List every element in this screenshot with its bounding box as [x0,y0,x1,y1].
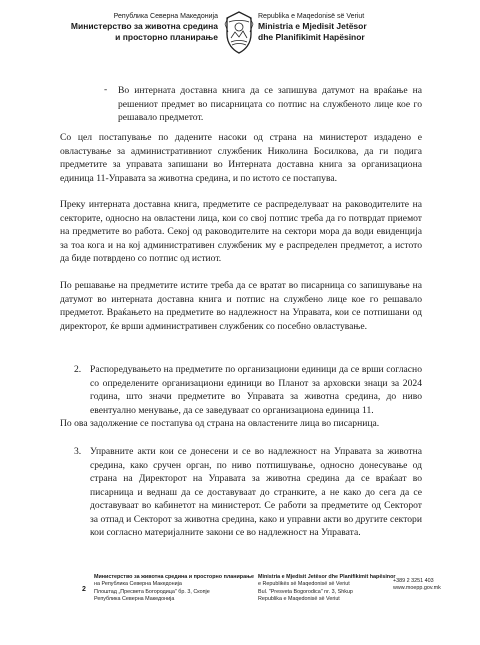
paragraph-1: Во интерната доставна книга да се запишува датумот на враќање на решениот предмет во писарницата со потпис на службеното лице кое го решавало предметот. [118,85,422,123]
footer-mk-line2: на Република Северна Македонија [94,581,182,588]
ministry-name-al-line2: dhe Planifikimit Hapësinor [258,31,365,42]
footer-website[interactable]: www.moepp.gov.mk [393,585,441,592]
page-footer [0,574,480,614]
paragraph-4: По решавање на предметите истите треба да се вратат во писарница со запишување на датумот во интерната доставна книга и потпис на службено лице кое го решавало предметот. Враќањето на предметите во надлежност на Управата, кои се потпишани од директорот, ќе врши административен службеник со посебно овластување. [60,280,422,332]
letterhead-albanian [258,12,367,42]
footer-al-line4: Republika e Maqedonisë së Veriut [258,596,340,603]
page-number: 2 [82,586,86,593]
ministry-name-mk-line2: и просторно планирање [115,31,218,42]
country-name-mk: Република Северна Македонија [113,13,218,20]
list-number-2: 2. [74,364,82,375]
paragraph-2: Со цел постапување по дадените насоки од страна на министерот издадено е овластување за административниот службеник Николина Босилкова, да ги подига предметите за управата запишани во Интерната доставна книга за организациона единица 11-Управата за животна средина, и по истото се постапува. [60,132,422,184]
country-name-al: Republika e Maqedonisë së Veriut [258,13,365,20]
ministry-name-mk-line1: Министерство за животна средина [70,21,218,31]
footer-mk-line3: Плоштад „Пресвета Богородица" бр. 3, Скопје [94,588,210,595]
footer-al-line2: e Republikës së Maqedonisë së Veriut [258,581,350,588]
footer-al-line1: Ministria e Mjedisit Jetësor dhe Planifikimit hapësinor [258,574,396,580]
ministry-name-al-line1: Ministria e Mjedisit Jetësor [258,21,367,31]
footer-al-line3: Bul. "Presveta Bogorodica" nr. 3, Shkup [258,588,353,595]
footer-mk-line4: Република Северна Македонија [94,596,175,603]
list-number-3: 3. [74,446,82,457]
footer-mk-line1: Министерство за животна средина и просторно планирање [94,574,254,580]
footer-address-mk [94,574,254,604]
list-item-2-text: Распоредувањето на предметите по организациони единици да се врши согласно со определените организациони единици во Планот за арховски знаци за 2024 година, што значи предметите во Управата за животна средина, до ниво евентуално менување, да се заведуваат со организациона единица 11. [90,364,422,416]
footer-address-al [258,574,396,604]
footer-contact [393,574,441,593]
footer-phone: +389 2 3251 403 [393,578,434,584]
list-item-3-text: Управните акти кои се донесени и се во надлежност на Управата за животна средина, како сручен орган, по ниво потпишување, односно донесување од страна на Директорот на Управата за животна средина да се враќаат во писарница и веднаш да се доставуваат до странките, а не како до сега да се доставуваат во кабинетот на министерот. Се работи за предметите од Секторот за отпад и Секторот за животна средина, како и управни акти во другите сектори кои согласно материјалните закони се во надлежност на Управата. [90,446,422,538]
paragraph-6: По ова задолжение се постапува од страна на овластените лица во писарница. [60,418,380,429]
paragraph-3: Преку интерната доставна книга, предметите се распределуваат на раководителите на секторите, односно на овластени лица, кои со свој потпис треба да го потврдат приемот на предметите во работа. Секој од раководителите на сектори мора да води евиденција за тоа кога и на кој административен службеник му е распределен предметот, а истото да биде потврдено со потпис од истиот. [60,199,422,264]
state-emblem-icon [223,10,255,54]
letterhead [0,10,480,70]
bullet-dash: - [104,84,108,95]
letterhead-macedonian [71,12,218,42]
